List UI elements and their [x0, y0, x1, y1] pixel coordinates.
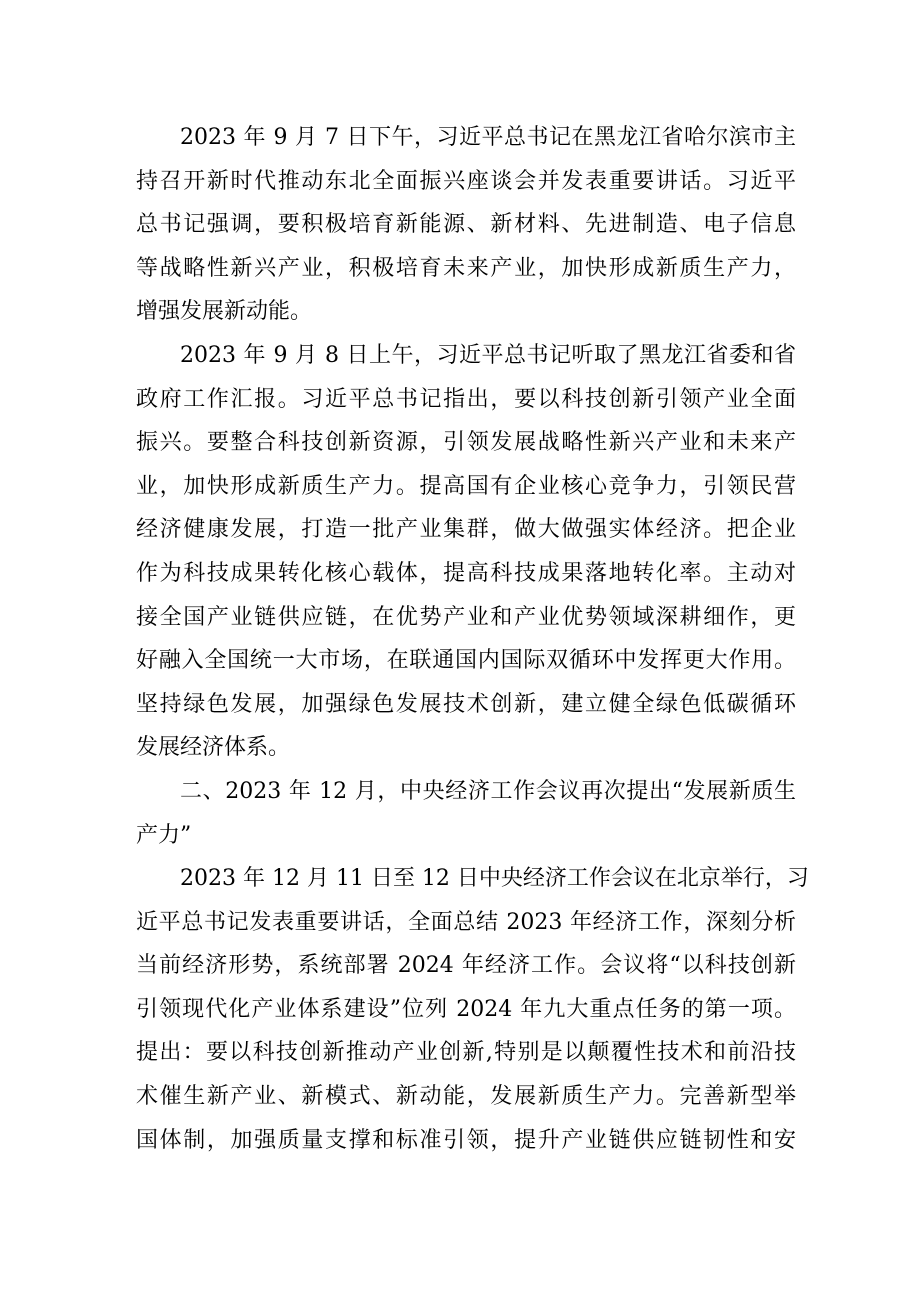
- text-line: 坚持绿色发展，加强绿色发展技术创新，建立健全绿色低碳循环: [136, 691, 796, 717]
- heading-line: 产力”: [136, 822, 192, 848]
- text-line: 等战略性新兴产业，积极培育未来产业，加快形成新质生产力，: [136, 255, 796, 281]
- text-line: 2023 年 12 月 11 日至 12 日中央经济工作会议在北京举行，习: [180, 866, 809, 892]
- text-line: 近平总书记发表重要讲话，全面总结 2023 年经济工作，深刻分析: [136, 909, 796, 935]
- text-line: 接全国产业链供应链，在优势产业和产业优势领域深耕细作，更: [136, 604, 796, 630]
- text-line: 总书记强调，要积极培育新能源、新材料、先进制造、电子信息: [136, 212, 796, 238]
- text-line: 作为科技成果转化核心载体，提高科技成果落地转化率。主动对: [136, 560, 796, 586]
- text-line: 当前经济形势，系统部署 2024 年经济工作。会议将“以科技创新: [136, 953, 796, 979]
- paragraph-2: [136, 334, 796, 770]
- text-line: 经济健康发展，打造一批产业集群，做大做强实体经济。把企业: [136, 517, 796, 543]
- text-line: 振兴。要整合科技创新资源，引领发展战略性新兴产业和未来产: [136, 430, 796, 456]
- text-line: 政府工作汇报。习近平总书记指出，要以科技创新引领产业全面: [136, 386, 796, 412]
- text-line: 好融入全国统一大市场，在联通国内国际双循环中发挥更大作用。: [136, 648, 796, 674]
- text-line: 2023 年 9 月 8 日上午，习近平总书记听取了黑龙江省委和省: [180, 342, 796, 368]
- text-line: 国体制，加强质量支撑和标准引领，提升产业链供应链韧性和安: [136, 1127, 796, 1153]
- document-body: [136, 116, 809, 1162]
- text-line: 增强发展新动能。: [136, 299, 313, 325]
- paragraph-3: [136, 857, 809, 1162]
- text-line: 2023 年 9 月 7 日下午，习近平总书记在黑龙江省哈尔滨市主: [180, 125, 796, 150]
- heading-line: 二、2023 年 12 月，中央经济工作会议再次提出“发展新质生: [180, 778, 796, 804]
- section-heading: [136, 770, 796, 857]
- text-line: 引领现代化产业体系建设”位列 2024 年九大重点任务的第一项。: [136, 996, 796, 1022]
- text-line: 业，加快形成新质生产力。提高国有企业核心竞争力，引领民营: [136, 473, 796, 499]
- text-line: 术催生新产业、新模式、新动能，发展新质生产力。完善新型举: [136, 1084, 796, 1110]
- paragraph-1: [136, 116, 796, 334]
- text-line: 持召开新时代推动东北全面振兴座谈会并发表重要讲话。习近平: [136, 168, 796, 194]
- text-line: 发展经济体系。: [136, 735, 291, 761]
- text-line: 提出：要以科技创新推动产业创新,特别是以颠覆性技术和前沿技: [136, 1040, 796, 1066]
